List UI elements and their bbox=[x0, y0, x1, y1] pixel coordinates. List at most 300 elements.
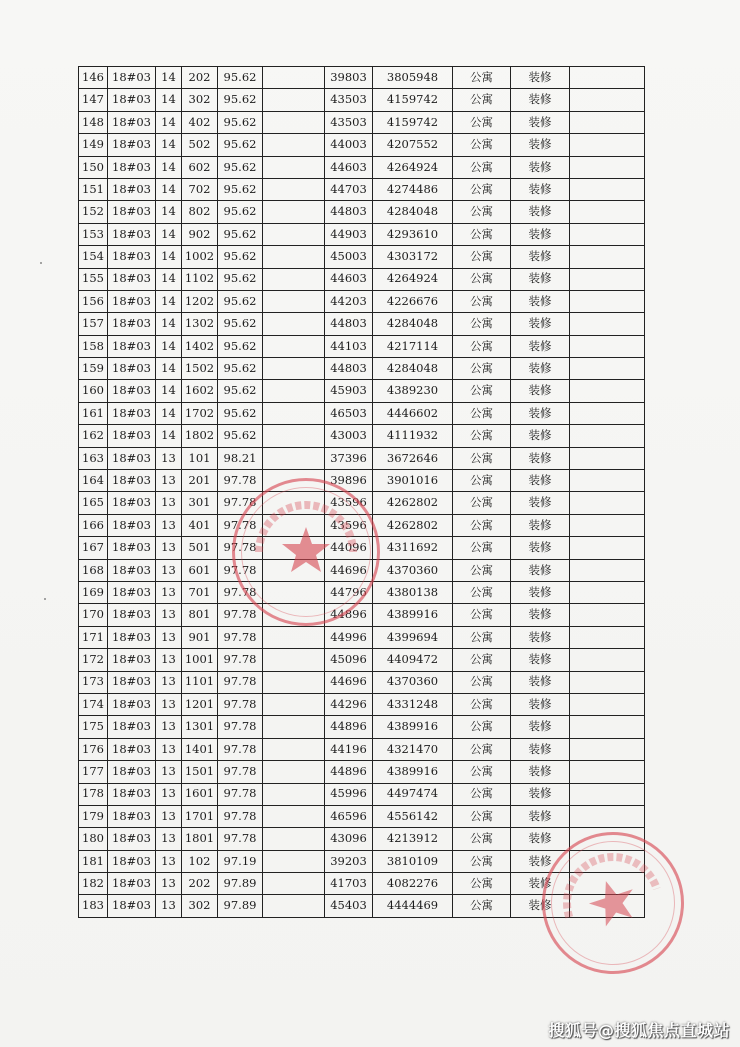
cell-blank bbox=[263, 514, 325, 536]
cell-area: 95.62 bbox=[218, 380, 263, 402]
cell-floors: 13 bbox=[156, 805, 182, 827]
cell-unit-price: 44196 bbox=[325, 738, 373, 760]
table-row bbox=[79, 111, 645, 133]
cell-blank bbox=[263, 626, 325, 648]
cell-property-type: 公寓 bbox=[453, 402, 511, 424]
cell-decoration: 装修 bbox=[511, 738, 570, 760]
cell-building: 18#03 bbox=[108, 873, 156, 895]
cell-blank bbox=[263, 895, 325, 917]
table-row bbox=[79, 693, 645, 715]
cell-area: 97.78 bbox=[218, 559, 263, 581]
cell-unit-price: 44803 bbox=[325, 358, 373, 380]
cell-decoration: 装修 bbox=[511, 268, 570, 290]
cell-area: 95.62 bbox=[218, 134, 263, 156]
cell-property-type: 公寓 bbox=[453, 358, 511, 380]
price-list-table bbox=[78, 66, 645, 918]
cell-remarks bbox=[570, 402, 645, 424]
cell-unit-price: 44896 bbox=[325, 716, 373, 738]
cell-building: 18#03 bbox=[108, 358, 156, 380]
cell-remarks bbox=[570, 783, 645, 805]
cell-area: 95.62 bbox=[218, 290, 263, 312]
cell-building: 18#03 bbox=[108, 671, 156, 693]
cell-decoration: 装修 bbox=[511, 783, 570, 805]
cell-remarks bbox=[570, 223, 645, 245]
cell-index: 176 bbox=[79, 738, 108, 760]
cell-building: 18#03 bbox=[108, 447, 156, 469]
cell-total-price: 4380138 bbox=[373, 581, 453, 603]
cell-property-type: 公寓 bbox=[453, 604, 511, 626]
cell-room: 1201 bbox=[182, 693, 218, 715]
cell-index: 164 bbox=[79, 470, 108, 492]
cell-room: 1402 bbox=[182, 335, 218, 357]
table-row bbox=[79, 873, 645, 895]
cell-floors: 14 bbox=[156, 358, 182, 380]
cell-room: 1101 bbox=[182, 671, 218, 693]
watermark: 搜狐号@搜狐焦点直城站 bbox=[548, 1021, 730, 1040]
cell-blank bbox=[263, 111, 325, 133]
cell-blank bbox=[263, 358, 325, 380]
cell-remarks bbox=[570, 447, 645, 469]
table-row bbox=[79, 671, 645, 693]
cell-property-type: 公寓 bbox=[453, 537, 511, 559]
cell-index: 181 bbox=[79, 850, 108, 872]
cell-index: 148 bbox=[79, 111, 108, 133]
cell-total-price: 4226676 bbox=[373, 290, 453, 312]
cell-total-price: 4389916 bbox=[373, 761, 453, 783]
cell-room: 302 bbox=[182, 895, 218, 917]
cell-property-type: 公寓 bbox=[453, 89, 511, 111]
cell-room: 301 bbox=[182, 492, 218, 514]
cell-index: 166 bbox=[79, 514, 108, 536]
cell-building: 18#03 bbox=[108, 492, 156, 514]
cell-unit-price: 44896 bbox=[325, 761, 373, 783]
cell-floors: 13 bbox=[156, 492, 182, 514]
cell-remarks bbox=[570, 828, 645, 850]
cell-decoration: 装修 bbox=[511, 514, 570, 536]
cell-index: 162 bbox=[79, 425, 108, 447]
cell-unit-price: 44796 bbox=[325, 581, 373, 603]
cell-decoration: 装修 bbox=[511, 358, 570, 380]
cell-area: 95.62 bbox=[218, 156, 263, 178]
cell-area: 97.78 bbox=[218, 626, 263, 648]
cell-index: 165 bbox=[79, 492, 108, 514]
table-row bbox=[79, 268, 645, 290]
cell-index: 170 bbox=[79, 604, 108, 626]
cell-room: 1702 bbox=[182, 402, 218, 424]
cell-area: 95.62 bbox=[218, 246, 263, 268]
cell-floors: 13 bbox=[156, 514, 182, 536]
cell-floors: 13 bbox=[156, 671, 182, 693]
cell-remarks bbox=[570, 850, 645, 872]
cell-blank bbox=[263, 492, 325, 514]
cell-floors: 13 bbox=[156, 604, 182, 626]
cell-total-price: 4217114 bbox=[373, 335, 453, 357]
cell-remarks bbox=[570, 492, 645, 514]
cell-floors: 14 bbox=[156, 223, 182, 245]
cell-index: 155 bbox=[79, 268, 108, 290]
cell-index: 172 bbox=[79, 649, 108, 671]
cell-decoration: 装修 bbox=[511, 805, 570, 827]
cell-index: 157 bbox=[79, 313, 108, 335]
cell-unit-price: 39803 bbox=[325, 67, 373, 89]
cell-blank bbox=[263, 828, 325, 850]
cell-room: 101 bbox=[182, 447, 218, 469]
scan-speck bbox=[44, 598, 46, 600]
cell-index: 161 bbox=[79, 402, 108, 424]
cell-building: 18#03 bbox=[108, 828, 156, 850]
cell-remarks bbox=[570, 246, 645, 268]
cell-property-type: 公寓 bbox=[453, 178, 511, 200]
cell-room: 1701 bbox=[182, 805, 218, 827]
cell-index: 168 bbox=[79, 559, 108, 581]
cell-unit-price: 43503 bbox=[325, 89, 373, 111]
cell-index: 147 bbox=[79, 89, 108, 111]
cell-building: 18#03 bbox=[108, 581, 156, 603]
cell-unit-price: 44603 bbox=[325, 268, 373, 290]
table-row bbox=[79, 649, 645, 671]
cell-room: 1602 bbox=[182, 380, 218, 402]
cell-total-price: 4264924 bbox=[373, 156, 453, 178]
cell-index: 156 bbox=[79, 290, 108, 312]
cell-unit-price: 45996 bbox=[325, 783, 373, 805]
cell-unit-price: 44696 bbox=[325, 671, 373, 693]
cell-index: 146 bbox=[79, 67, 108, 89]
cell-total-price: 4497474 bbox=[373, 783, 453, 805]
cell-decoration: 装修 bbox=[511, 313, 570, 335]
table-row bbox=[79, 470, 645, 492]
table-row bbox=[79, 313, 645, 335]
cell-total-price: 4444469 bbox=[373, 895, 453, 917]
cell-room: 901 bbox=[182, 626, 218, 648]
cell-decoration: 装修 bbox=[511, 223, 570, 245]
table-row bbox=[79, 380, 645, 402]
cell-building: 18#03 bbox=[108, 805, 156, 827]
cell-area: 95.62 bbox=[218, 89, 263, 111]
table-row bbox=[79, 828, 645, 850]
cell-property-type: 公寓 bbox=[453, 761, 511, 783]
cell-floors: 14 bbox=[156, 335, 182, 357]
table-row bbox=[79, 895, 645, 917]
cell-decoration: 装修 bbox=[511, 581, 570, 603]
cell-floors: 13 bbox=[156, 850, 182, 872]
cell-total-price: 3810109 bbox=[373, 850, 453, 872]
table-row bbox=[79, 358, 645, 380]
cell-blank bbox=[263, 178, 325, 200]
table-row bbox=[79, 581, 645, 603]
cell-property-type: 公寓 bbox=[453, 470, 511, 492]
cell-floors: 13 bbox=[156, 537, 182, 559]
cell-floors: 13 bbox=[156, 761, 182, 783]
cell-unit-price: 44896 bbox=[325, 604, 373, 626]
cell-unit-price: 44003 bbox=[325, 134, 373, 156]
cell-blank bbox=[263, 134, 325, 156]
cell-total-price: 4207552 bbox=[373, 134, 453, 156]
cell-remarks bbox=[570, 358, 645, 380]
cell-area: 97.78 bbox=[218, 581, 263, 603]
cell-unit-price: 46503 bbox=[325, 402, 373, 424]
cell-blank bbox=[263, 716, 325, 738]
cell-index: 159 bbox=[79, 358, 108, 380]
cell-property-type: 公寓 bbox=[453, 671, 511, 693]
cell-area: 95.62 bbox=[218, 402, 263, 424]
cell-area: 95.62 bbox=[218, 313, 263, 335]
cell-decoration: 装修 bbox=[511, 290, 570, 312]
cell-decoration: 装修 bbox=[511, 492, 570, 514]
cell-decoration: 装修 bbox=[511, 402, 570, 424]
cell-room: 302 bbox=[182, 89, 218, 111]
cell-unit-price: 44103 bbox=[325, 335, 373, 357]
table-row bbox=[79, 604, 645, 626]
cell-property-type: 公寓 bbox=[453, 335, 511, 357]
cell-room: 1601 bbox=[182, 783, 218, 805]
cell-building: 18#03 bbox=[108, 111, 156, 133]
cell-blank bbox=[263, 223, 325, 245]
table-row bbox=[79, 626, 645, 648]
cell-remarks bbox=[570, 201, 645, 223]
cell-decoration: 装修 bbox=[511, 335, 570, 357]
cell-building: 18#03 bbox=[108, 268, 156, 290]
cell-area: 95.62 bbox=[218, 201, 263, 223]
cell-building: 18#03 bbox=[108, 89, 156, 111]
cell-decoration: 装修 bbox=[511, 156, 570, 178]
cell-property-type: 公寓 bbox=[453, 111, 511, 133]
table-row bbox=[79, 201, 645, 223]
cell-total-price: 4213912 bbox=[373, 828, 453, 850]
cell-floors: 14 bbox=[156, 134, 182, 156]
cell-floors: 13 bbox=[156, 895, 182, 917]
cell-property-type: 公寓 bbox=[453, 246, 511, 268]
cell-index: 177 bbox=[79, 761, 108, 783]
table-row bbox=[79, 89, 645, 111]
cell-remarks bbox=[570, 537, 645, 559]
cell-floors: 13 bbox=[156, 470, 182, 492]
cell-remarks bbox=[570, 514, 645, 536]
cell-blank bbox=[263, 761, 325, 783]
cell-property-type: 公寓 bbox=[453, 559, 511, 581]
table-row bbox=[79, 761, 645, 783]
cell-building: 18#03 bbox=[108, 649, 156, 671]
cell-property-type: 公寓 bbox=[453, 134, 511, 156]
cell-area: 97.89 bbox=[218, 895, 263, 917]
cell-property-type: 公寓 bbox=[453, 716, 511, 738]
cell-area: 97.89 bbox=[218, 873, 263, 895]
cell-index: 158 bbox=[79, 335, 108, 357]
cell-building: 18#03 bbox=[108, 335, 156, 357]
cell-index: 153 bbox=[79, 223, 108, 245]
cell-unit-price: 44096 bbox=[325, 537, 373, 559]
cell-area: 95.62 bbox=[218, 268, 263, 290]
cell-remarks bbox=[570, 805, 645, 827]
cell-remarks bbox=[570, 380, 645, 402]
cell-index: 173 bbox=[79, 671, 108, 693]
cell-blank bbox=[263, 783, 325, 805]
table-row bbox=[79, 156, 645, 178]
cell-area: 97.78 bbox=[218, 604, 263, 626]
cell-total-price: 4311692 bbox=[373, 537, 453, 559]
cell-blank bbox=[263, 537, 325, 559]
cell-total-price: 4389230 bbox=[373, 380, 453, 402]
cell-decoration: 装修 bbox=[511, 201, 570, 223]
cell-property-type: 公寓 bbox=[453, 313, 511, 335]
cell-unit-price: 43503 bbox=[325, 111, 373, 133]
cell-building: 18#03 bbox=[108, 626, 156, 648]
cell-room: 601 bbox=[182, 559, 218, 581]
cell-area: 97.78 bbox=[218, 828, 263, 850]
cell-remarks bbox=[570, 895, 645, 917]
cell-unit-price: 43003 bbox=[325, 425, 373, 447]
cell-area: 98.21 bbox=[218, 447, 263, 469]
cell-unit-price: 43096 bbox=[325, 828, 373, 850]
cell-index: 180 bbox=[79, 828, 108, 850]
cell-unit-price: 39203 bbox=[325, 850, 373, 872]
cell-area: 97.78 bbox=[218, 470, 263, 492]
cell-room: 202 bbox=[182, 873, 218, 895]
cell-property-type: 公寓 bbox=[453, 492, 511, 514]
cell-building: 18#03 bbox=[108, 313, 156, 335]
cell-decoration: 装修 bbox=[511, 178, 570, 200]
cell-floors: 13 bbox=[156, 738, 182, 760]
cell-room: 1801 bbox=[182, 828, 218, 850]
cell-area: 95.62 bbox=[218, 335, 263, 357]
cell-total-price: 4389916 bbox=[373, 716, 453, 738]
cell-room: 602 bbox=[182, 156, 218, 178]
cell-total-price: 4159742 bbox=[373, 89, 453, 111]
table-row bbox=[79, 335, 645, 357]
cell-decoration: 装修 bbox=[511, 626, 570, 648]
scan-speck bbox=[40, 262, 42, 264]
cell-floors: 14 bbox=[156, 67, 182, 89]
cell-property-type: 公寓 bbox=[453, 290, 511, 312]
cell-index: 149 bbox=[79, 134, 108, 156]
cell-blank bbox=[263, 380, 325, 402]
table-row bbox=[79, 805, 645, 827]
table-row bbox=[79, 223, 645, 245]
cell-room: 402 bbox=[182, 111, 218, 133]
cell-building: 18#03 bbox=[108, 850, 156, 872]
cell-floors: 13 bbox=[156, 559, 182, 581]
cell-area: 97.78 bbox=[218, 738, 263, 760]
cell-floors: 14 bbox=[156, 246, 182, 268]
cell-floors: 13 bbox=[156, 693, 182, 715]
cell-decoration: 装修 bbox=[511, 425, 570, 447]
cell-remarks bbox=[570, 335, 645, 357]
cell-total-price: 4389916 bbox=[373, 604, 453, 626]
cell-property-type: 公寓 bbox=[453, 156, 511, 178]
cell-remarks bbox=[570, 604, 645, 626]
cell-building: 18#03 bbox=[108, 693, 156, 715]
cell-remarks bbox=[570, 693, 645, 715]
cell-area: 97.78 bbox=[218, 671, 263, 693]
cell-room: 702 bbox=[182, 178, 218, 200]
cell-total-price: 4331248 bbox=[373, 693, 453, 715]
cell-property-type: 公寓 bbox=[453, 581, 511, 603]
cell-unit-price: 45096 bbox=[325, 649, 373, 671]
cell-property-type: 公寓 bbox=[453, 223, 511, 245]
table-row bbox=[79, 178, 645, 200]
cell-building: 18#03 bbox=[108, 716, 156, 738]
cell-area: 97.78 bbox=[218, 805, 263, 827]
cell-unit-price: 44703 bbox=[325, 178, 373, 200]
cell-room: 1302 bbox=[182, 313, 218, 335]
cell-floors: 14 bbox=[156, 290, 182, 312]
cell-property-type: 公寓 bbox=[453, 850, 511, 872]
cell-room: 701 bbox=[182, 581, 218, 603]
cell-total-price: 4370360 bbox=[373, 559, 453, 581]
cell-unit-price: 44696 bbox=[325, 559, 373, 581]
cell-remarks bbox=[570, 156, 645, 178]
cell-decoration: 装修 bbox=[511, 447, 570, 469]
cell-index: 169 bbox=[79, 581, 108, 603]
cell-remarks bbox=[570, 873, 645, 895]
cell-total-price: 3672646 bbox=[373, 447, 453, 469]
cell-index: 151 bbox=[79, 178, 108, 200]
cell-decoration: 装修 bbox=[511, 895, 570, 917]
cell-area: 95.62 bbox=[218, 425, 263, 447]
cell-building: 18#03 bbox=[108, 559, 156, 581]
cell-property-type: 公寓 bbox=[453, 67, 511, 89]
cell-blank bbox=[263, 671, 325, 693]
cell-room: 802 bbox=[182, 201, 218, 223]
cell-property-type: 公寓 bbox=[453, 783, 511, 805]
cell-blank bbox=[263, 425, 325, 447]
cell-unit-price: 45003 bbox=[325, 246, 373, 268]
cell-remarks bbox=[570, 559, 645, 581]
cell-decoration: 装修 bbox=[511, 470, 570, 492]
table-body bbox=[79, 67, 645, 918]
cell-blank bbox=[263, 604, 325, 626]
cell-unit-price: 37396 bbox=[325, 447, 373, 469]
cell-building: 18#03 bbox=[108, 761, 156, 783]
cell-decoration: 装修 bbox=[511, 380, 570, 402]
cell-room: 902 bbox=[182, 223, 218, 245]
cell-blank bbox=[263, 805, 325, 827]
cell-index: 154 bbox=[79, 246, 108, 268]
cell-remarks bbox=[570, 581, 645, 603]
cell-floors: 13 bbox=[156, 828, 182, 850]
cell-index: 167 bbox=[79, 537, 108, 559]
cell-blank bbox=[263, 156, 325, 178]
table-row bbox=[79, 425, 645, 447]
cell-index: 183 bbox=[79, 895, 108, 917]
cell-property-type: 公寓 bbox=[453, 738, 511, 760]
cell-unit-price: 44996 bbox=[325, 626, 373, 648]
cell-unit-price: 44903 bbox=[325, 223, 373, 245]
cell-remarks bbox=[570, 671, 645, 693]
cell-property-type: 公寓 bbox=[453, 873, 511, 895]
cell-area: 97.78 bbox=[218, 492, 263, 514]
cell-area: 97.78 bbox=[218, 761, 263, 783]
cell-decoration: 装修 bbox=[511, 246, 570, 268]
cell-total-price: 4082276 bbox=[373, 873, 453, 895]
cell-blank bbox=[263, 470, 325, 492]
cell-blank bbox=[263, 201, 325, 223]
cell-remarks bbox=[570, 134, 645, 156]
cell-property-type: 公寓 bbox=[453, 447, 511, 469]
cell-unit-price: 44803 bbox=[325, 201, 373, 223]
cell-remarks bbox=[570, 313, 645, 335]
cell-total-price: 4284048 bbox=[373, 358, 453, 380]
cell-blank bbox=[263, 67, 325, 89]
cell-blank bbox=[263, 649, 325, 671]
cell-room: 1401 bbox=[182, 738, 218, 760]
cell-index: 179 bbox=[79, 805, 108, 827]
cell-building: 18#03 bbox=[108, 246, 156, 268]
cell-remarks bbox=[570, 716, 645, 738]
cell-property-type: 公寓 bbox=[453, 828, 511, 850]
cell-index: 175 bbox=[79, 716, 108, 738]
cell-index: 150 bbox=[79, 156, 108, 178]
cell-blank bbox=[263, 290, 325, 312]
